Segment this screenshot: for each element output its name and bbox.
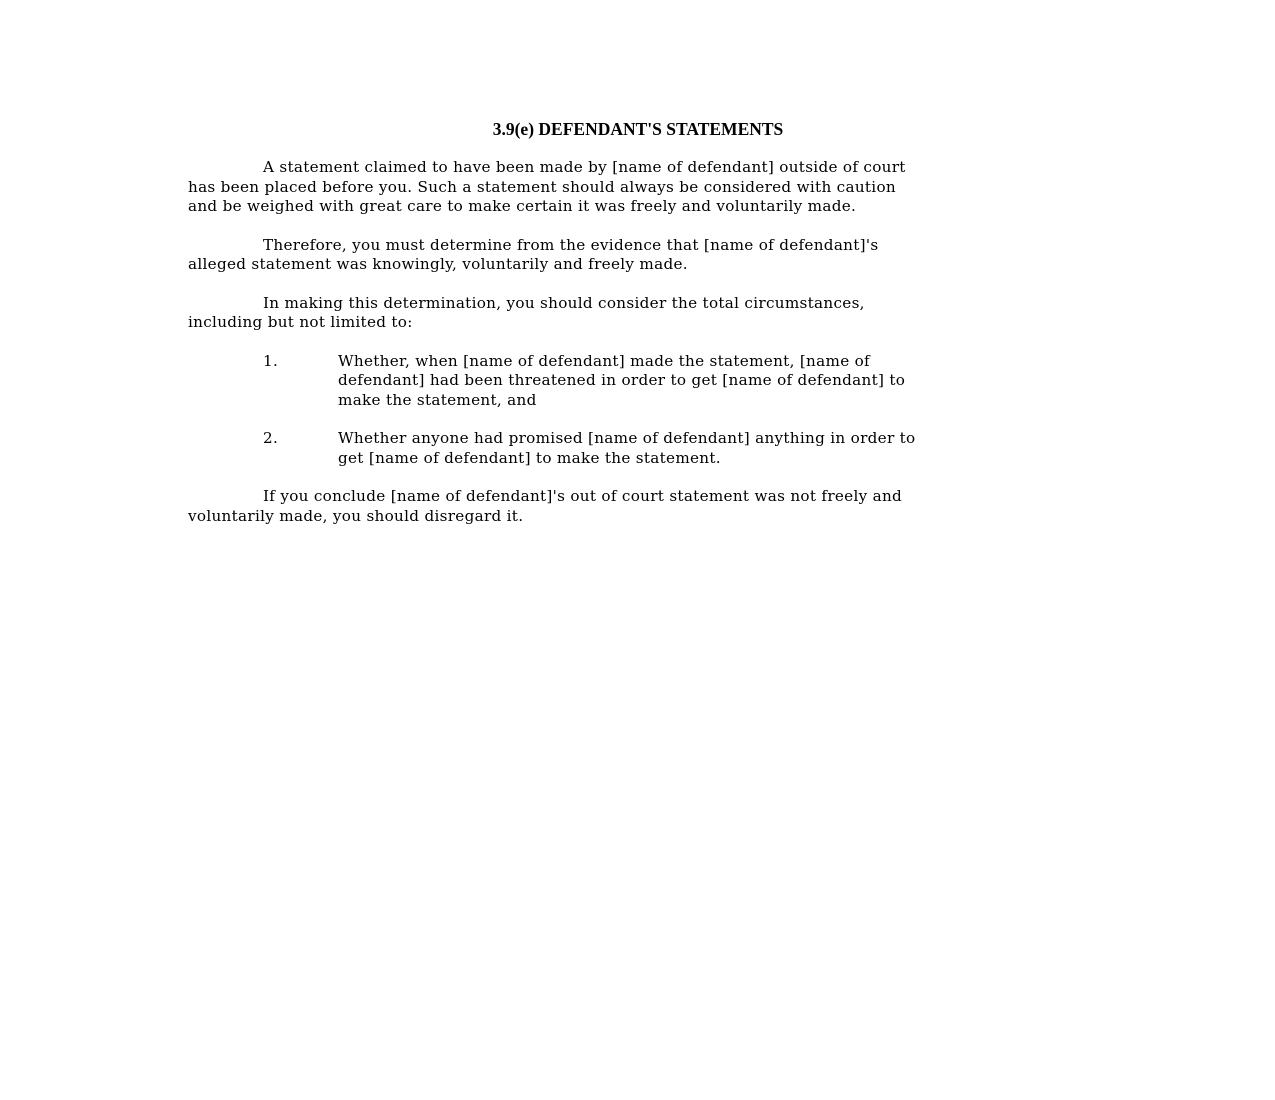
text-line: make the statement, and xyxy=(338,390,537,409)
text-line: Whether, when [name of defendant] made the statement, [name of xyxy=(338,351,870,370)
paragraph-1 xyxy=(188,158,1188,217)
paragraph-3 xyxy=(188,294,1188,333)
text-line: In making this determination, you should consider the total circumstances, xyxy=(263,293,865,312)
list-number: 2. xyxy=(263,429,279,447)
text-line: If you conclude [name of defendant]'s out of court statement was not freely and xyxy=(263,487,903,505)
list-number: 1. xyxy=(263,351,279,370)
list-item xyxy=(188,429,1188,468)
list-item-text xyxy=(338,429,1188,468)
text-line: Whether anyone had promised [name of defendant] anything in order to xyxy=(338,429,916,447)
text-line: voluntarily made, you should disregard it. xyxy=(188,506,524,525)
text-line: including but not limited to: xyxy=(188,313,413,331)
text-line: has been placed before you. Such a statement should always be considered with caution xyxy=(188,177,896,196)
paragraph-2 xyxy=(188,236,1188,275)
text-line: alleged statement was knowingly, voluntarily and freely made. xyxy=(188,255,688,273)
text-line: Therefore, you must determine from the evidence that [name of defendant]'s xyxy=(263,235,879,254)
text-line: A statement claimed to have been made by [name of defendant] outside of court xyxy=(263,158,906,176)
text-line: defendant] had been threatened in order to get [name of defendant] to xyxy=(338,371,906,389)
list-item-text xyxy=(338,352,1188,411)
text-line: and be weighed with great care to make certain it was freely and voluntarily made. xyxy=(188,197,857,215)
text-line: get [name of defendant] to make the statement. xyxy=(338,448,721,467)
list-item xyxy=(188,352,1188,411)
document-title: 3.9(e) DEFENDANT'S STATEMENTS xyxy=(492,119,784,139)
document-page xyxy=(188,119,1188,545)
paragraph-4 xyxy=(188,487,1188,526)
